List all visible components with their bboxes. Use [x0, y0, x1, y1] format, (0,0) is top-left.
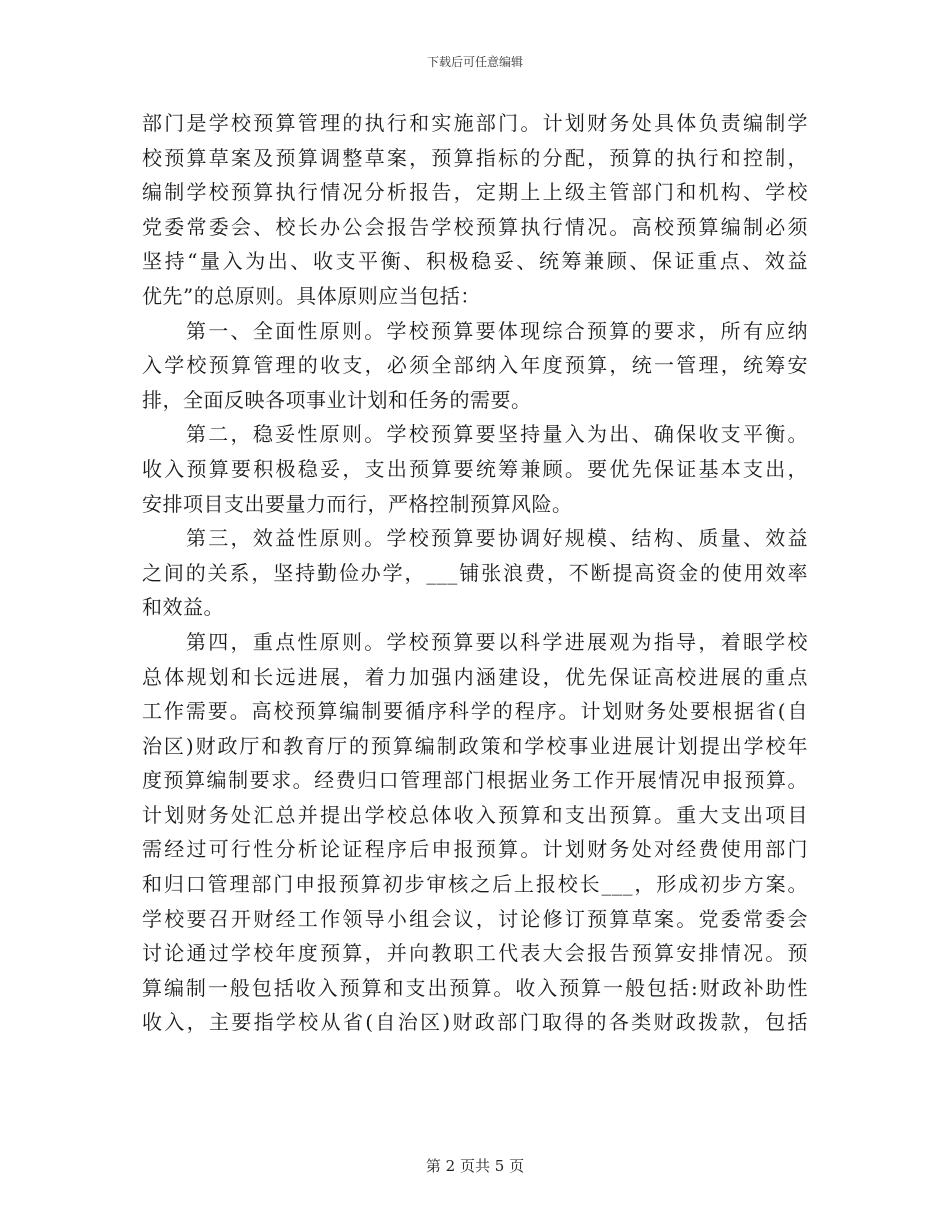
text-line: 坚持“量入为出、收支平衡、积极稳妥、统筹兼顾、保证重点、效益 [142, 249, 808, 274]
text-line: 入学校预算管理的收支，必须全部纳入年度预算，统一管理，统筹安 [142, 353, 808, 378]
text-line: 总体规划和长远进展，着力加强内涵建设，优先保证高校进展的重点 [142, 664, 808, 689]
text-line: 和效益。 [142, 595, 224, 620]
text-line: 之间的关系，坚持勤俭办学，___铺张浪费，不断提高资金的使用效率 [142, 560, 808, 585]
document-body [142, 106, 808, 1040]
text-line: 党委常委会、校长办公会报告学校预算执行情况。高校预算编制必须 [142, 214, 808, 239]
page-header: 下载后可任意编辑 [426, 55, 523, 69]
text-line: 计划财务处汇总并提出学校总体收入预算和支出预算。重大支出项目 [142, 802, 808, 827]
text-line: 优先”的总原则。具体原则应当包括： [142, 283, 481, 308]
text-line: 算编制一般包括收入预算和支出预算。收入预算一般包括:财政补助性 [142, 975, 808, 1000]
text-line: 收入，主要指学校从省(自治区)财政部门取得的各类财政拨款，包括 [142, 1010, 808, 1035]
text-line: 安排项目支出要量力而行，严格控制预算风险。 [142, 491, 573, 516]
text-line: 部门是学校预算管理的执行和实施部门。计划财务处具体负责编制学 [142, 111, 808, 135]
page-number: 第 2 页共 5 页 [425, 1157, 525, 1175]
text-line: 和归口管理部门申报预算初步审核之后上报校长___，形成初步方案。 [142, 872, 808, 897]
text-line: 需经过可行性分析论证程序后申报预算。计划财务处对经费使用部门 [142, 837, 808, 862]
text-line: 学校要召开财经工作领导小组会议，讨论修订预算草案。党委常委会 [142, 906, 808, 931]
paragraph-start-line: 第一、全面性原则。学校预算要体现综合预算的要求，所有应纳 [186, 318, 808, 343]
text-line: 编制学校预算执行情况分析报告，定期上上级主管部门和机构、学校 [142, 180, 808, 205]
text-line: 校预算草案及预算调整草案，预算指标的分配，预算的执行和控制， [142, 145, 808, 170]
paragraph-start-line: 第四，重点性原则。学校预算要以科学进展观为指导，着眼学校 [186, 629, 808, 654]
text-line: 排，全面反映各项事业计划和任务的需要。 [142, 387, 532, 412]
text-line: 收入预算要积极稳妥，支出预算要统筹兼顾。要优先保证基本支出， [142, 456, 808, 481]
paragraph-start-line: 第二，稳妥性原则。学校预算要坚持量入为出、确保收支平衡。 [186, 422, 808, 447]
paragraph-start-line: 第三，效益性原则。学校预算要协调好规模、结构、质量、效益 [186, 526, 808, 551]
text-line: 度预算编制要求。经费归口管理部门根据业务工作开展情况申报预算。 [142, 768, 808, 793]
text-line: 工作需要。高校预算编制要循序科学的程序。计划财务处要根据省(自 [142, 699, 808, 724]
text-line: 治区)财政厅和教育厅的预算编制政策和学校事业进展计划提出学校年 [142, 733, 808, 758]
text-line: 讨论通过学校年度预算，并向教职工代表大会报告预算安排情况。预 [142, 941, 808, 966]
